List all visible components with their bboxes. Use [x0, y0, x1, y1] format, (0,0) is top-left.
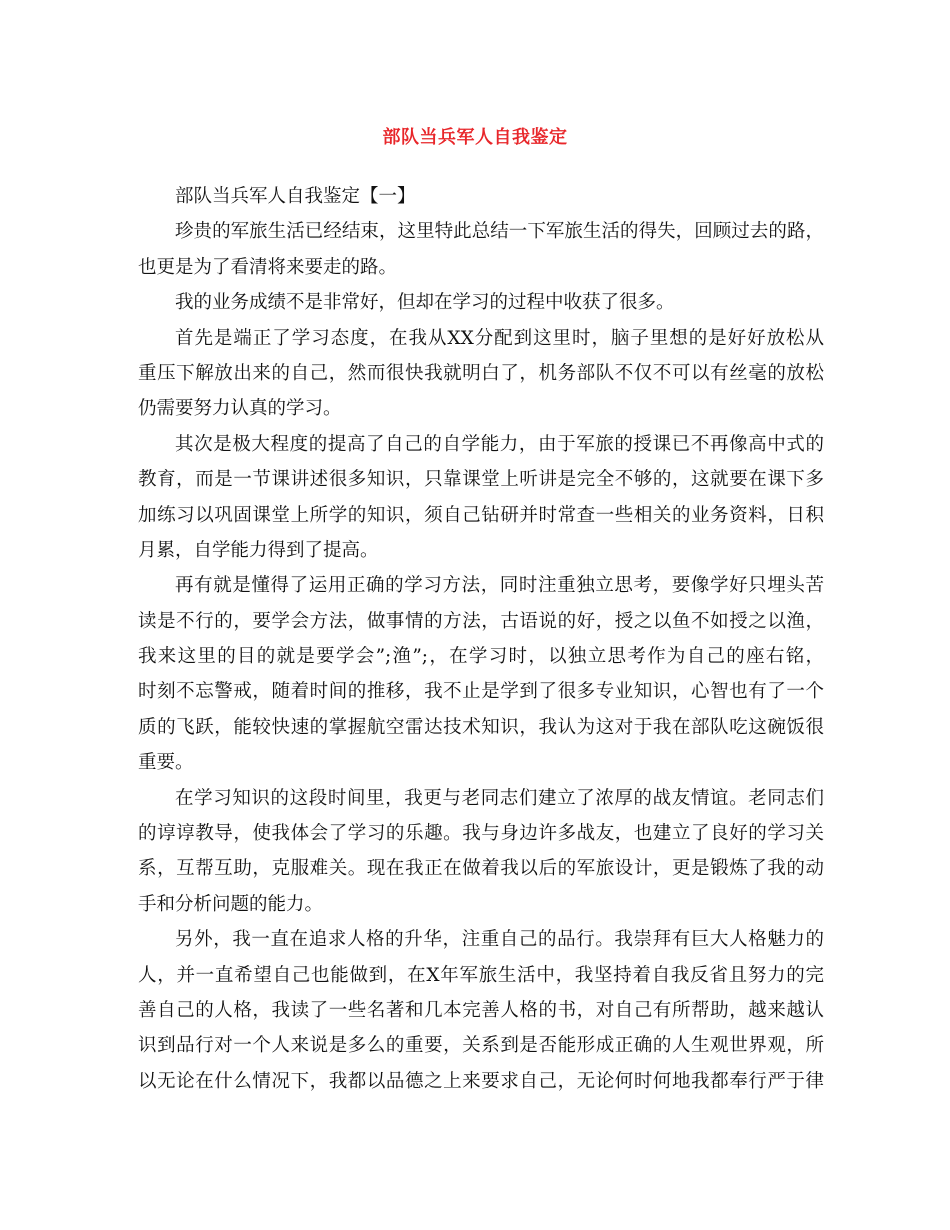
text-line: 系，互帮互助，克服难关。现在我正在做着我以后的军旅设计，更是锻炼了我的动 [138, 858, 824, 880]
text-line: 部队当兵军人自我鉴定【一】 [175, 186, 416, 207]
text-line: 月累，自学能力得到了提高。 [138, 539, 379, 561]
text-line: 质的飞跃，能较快速的掌握航空雷达技术知识，我认为这对于我在部队吃这碗饭很 [138, 716, 824, 738]
text-line: 我的业务成绩不是非常好，但却在学习的过程中收获了很多。 [175, 292, 675, 314]
text-line: 识到品行对一个人来说是多么的重要，关系到是否能形成正确的人生观世界观，所 [138, 1035, 824, 1057]
text-line: 珍贵的军旅生活已经结束，这里特此总结一下军旅生活的得失，回顾过去的路， [175, 221, 824, 243]
text-line: 人，并一直希望自己也能做到，在X年军旅生活中，我坚持着自我反省且努力的完 [138, 964, 824, 986]
text-line: 读是不行的，要学会方法，做事情的方法，古语说的好，授之以鱼不如授之以渔， [138, 610, 824, 632]
text-line: 在学习知识的这段时间里，我更与老同志们建立了浓厚的战友情谊。老同志们 [175, 787, 824, 809]
text-line: 加练习以巩固课堂上所学的知识，须自己钻研并时常查一些相关的业务资料，日积 [138, 504, 824, 526]
text-line: 首先是端正了学习态度，在我从XX分配到这里时，脑子里想的是好好放松从 [175, 327, 824, 349]
text-line: 我来这里的目的就是要学会”;渔”;，在学习时，以独立思考作为自己的座右铭， [138, 646, 824, 668]
text-line: 手和分析问题的能力。 [138, 893, 324, 915]
text-line: 再有就是懂得了运用正确的学习方法，同时注重独立思考，要像学好只埋头苦 [175, 575, 824, 597]
text-line: 重要。 [138, 752, 194, 774]
document-body [138, 179, 824, 1099]
text-line: 以无论在什么情况下，我都以品德之上来要求自己，无论何时何地我都奉行严于律 [138, 1070, 824, 1092]
text-line: 也更是为了看清将来要走的路。 [138, 256, 398, 278]
document-title: 部队当兵军人自我鉴定 [382, 127, 568, 148]
text-line: 时刻不忘警戒，随着时间的推移，我不止是学到了很多专业知识，心智也有了一个 [138, 681, 824, 703]
text-line: 教育，而是一节课讲述很多知识，只靠课堂上听讲是完全不够的，这就要在课下多 [138, 469, 824, 491]
text-line: 其次是极大程度的提高了自己的自学能力，由于军旅的授课已不再像高中式的 [175, 433, 824, 455]
text-line: 的谆谆教导，使我体会了学习的乐趣。我与身边许多战友，也建立了良好的学习关 [138, 823, 824, 845]
text-line: 善自己的人格，我读了一些名著和几本完善人格的书，对自己有所帮助，越来越认 [138, 999, 824, 1021]
text-line: 仍需要努力认真的学习。 [138, 398, 342, 420]
text-line: 重压下解放出来的自己，然而很快我就明白了，机务部队不仅不可以有丝毫的放松 [138, 362, 824, 384]
text-line: 另外，我一直在追求人格的升华，注重自己的品行。我崇拜有巨大人格魅力的 [175, 929, 824, 951]
